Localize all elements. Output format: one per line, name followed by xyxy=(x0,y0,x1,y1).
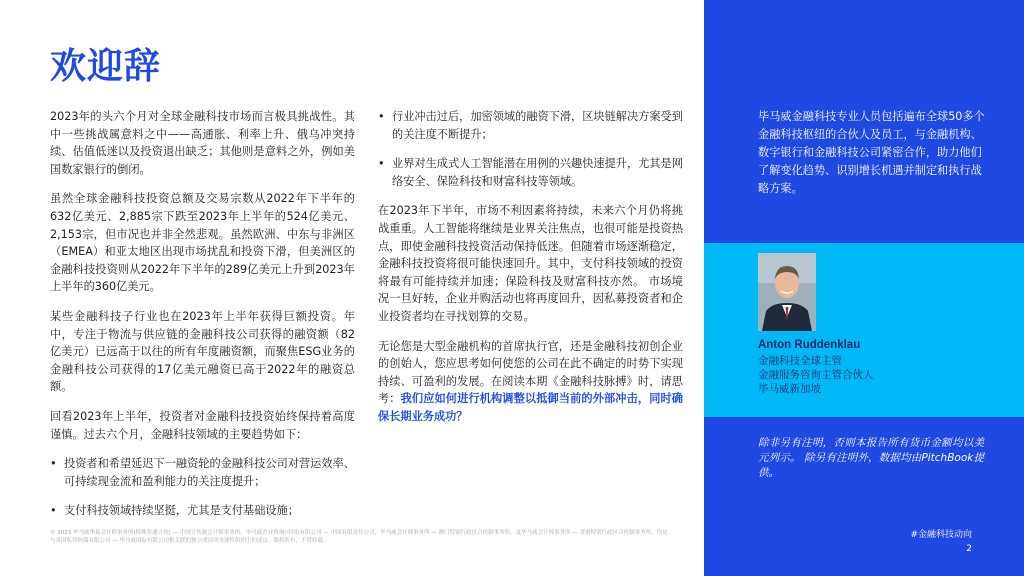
paragraph-text: 无论您是大型金融机构的首席执行官，还是金融科技初创企业的创始人，您应思考如何使您的公司在此不确定的时势下实现持续、可盈利的发展。在阅读本期《金融科技脉搏》时，请思考： xyxy=(378,339,683,406)
profile-role: 金融服务咨询主管合伙人 xyxy=(758,369,874,381)
profile-card xyxy=(704,243,1024,417)
profile-role: 金融科技全球主管 xyxy=(758,355,842,367)
sidebar-intro: 毕马威金融科技专业人员包括遍布全球50多个金融科技枢纽的合伙人及员工，与金融机构、数字银行和金融科技公司紧密合作，助力他们了解变化趋势、识别增长机遇并制定和执行战略方案。 xyxy=(758,110,985,195)
trend-list xyxy=(50,455,355,520)
avatar xyxy=(758,253,816,331)
person-portrait-icon xyxy=(758,253,816,331)
page-number: 2 xyxy=(966,544,972,554)
profile-role: 毕马威新加坡 xyxy=(758,383,821,395)
copyright-footer: © 2023 毕马威华振会计师事务所(特殊普通合伙) — 中国合伙制会计师事务所，毕马威企业咨询(中国)有限公司 — 中国有限责任公司，毕马威会计师事务所 — 澳门特别行政区合伙制事务所，及毕马威会计师事务所 — 香港特别行政区合伙制事务所，均是与英国私营担保有限公司 — 毕马威国际有限公司相关联的独立成员所全球性组织中的成员。版权所有，不得转载。 xyxy=(50,530,668,544)
trend-list xyxy=(378,108,683,190)
paragraph xyxy=(378,338,683,426)
page-title: 欢迎辞 xyxy=(50,46,162,87)
paragraph: 2023年的头六个月对全球金融科技市场而言极具挑战性。其中一些挑战属意料之中——高通胀、利率上升、俄乌冲突持续、估值低迷以及投资退出缺乏；其他则是意料之外，例如美国数家银行的倒闭。 xyxy=(50,110,355,176)
middle-column xyxy=(378,108,683,438)
paragraph: 在2023年下半年，市场不利因素将持续，未来六个月仍将挑战重重。人工智能将继续是业界关注焦点，也很可能是投资热点，即使金融科技投资活动保持低迷。但随着市场逐渐稳定，金融科技投资将很可能快速回升。其中，支付科技领域的投资将最有可能持续并加速；保险科技及财富科技亦然。 市场境况一旦好转，企业并购活动也将再度回升，因私募投资者和企业投资者均在寻找划算的交易。 xyxy=(378,204,683,323)
list-item: • 行业冲击过后，加密领域的融资下滑，区块链解决方案受到的关注度不断提升； xyxy=(378,108,683,143)
highlighted-question: 我们应如何进行机构调整以抵御当前的外部冲击，同时确保长期业务成功？ xyxy=(378,392,683,423)
list-item: • 投资者和希望延迟下一融资轮的金融科技公司对营运效率、可持续现金流和盈利能力的关注度提升； xyxy=(50,455,355,490)
sidebar xyxy=(704,0,1024,576)
list-item: • 支付科技领域持续坚挺，尤其是支付基础设施； xyxy=(50,502,355,520)
currency-note: 除非另有注明，否则本报告所有货币金额均以美元列示。 除另有注明外，数据均由PitchBook提供。 xyxy=(758,437,984,479)
list-item: • 业界对生成式人工智能潜在用例的兴趣快速提升，尤其是网络安全、保险科技和财富科技等领域。 xyxy=(378,155,683,190)
profile-name: Anton Ruddenklau xyxy=(758,339,861,351)
paragraph: 某些金融科技子行业也在2023年上半年获得巨额投资。年中，专注于物流与供应链的金融科技公司获得的融资额（82亿美元）已远高于以往的所有年度融资额，而聚焦ESG业务的金融科技公司获得的17亿美元融资已高于2022年的融资总额。 xyxy=(50,309,355,394)
hashtag: #金融科技动向 xyxy=(910,530,972,540)
paragraph: 回看2023年上半年，投资者对金融科技投资始终保持着高度谨慎。过去六个月，金融科技领域的主要趋势如下： xyxy=(50,409,355,441)
left-column xyxy=(50,108,355,532)
paragraph: 虽然全球金融科技投资总额及交易宗数从2022年下半年的632亿美元、2,885宗下跌至2023年上半年的524亿美元、2,153宗，但市况也并非全然悲观。虽然欧洲、中东与非洲区（EMEA）和亚太地区出现市场扰乱和投资下滑，但美洲区的金融科技投资则从2022年下半年的289亿美元上升到2023年上半年的360亿美元。 xyxy=(50,192,355,294)
